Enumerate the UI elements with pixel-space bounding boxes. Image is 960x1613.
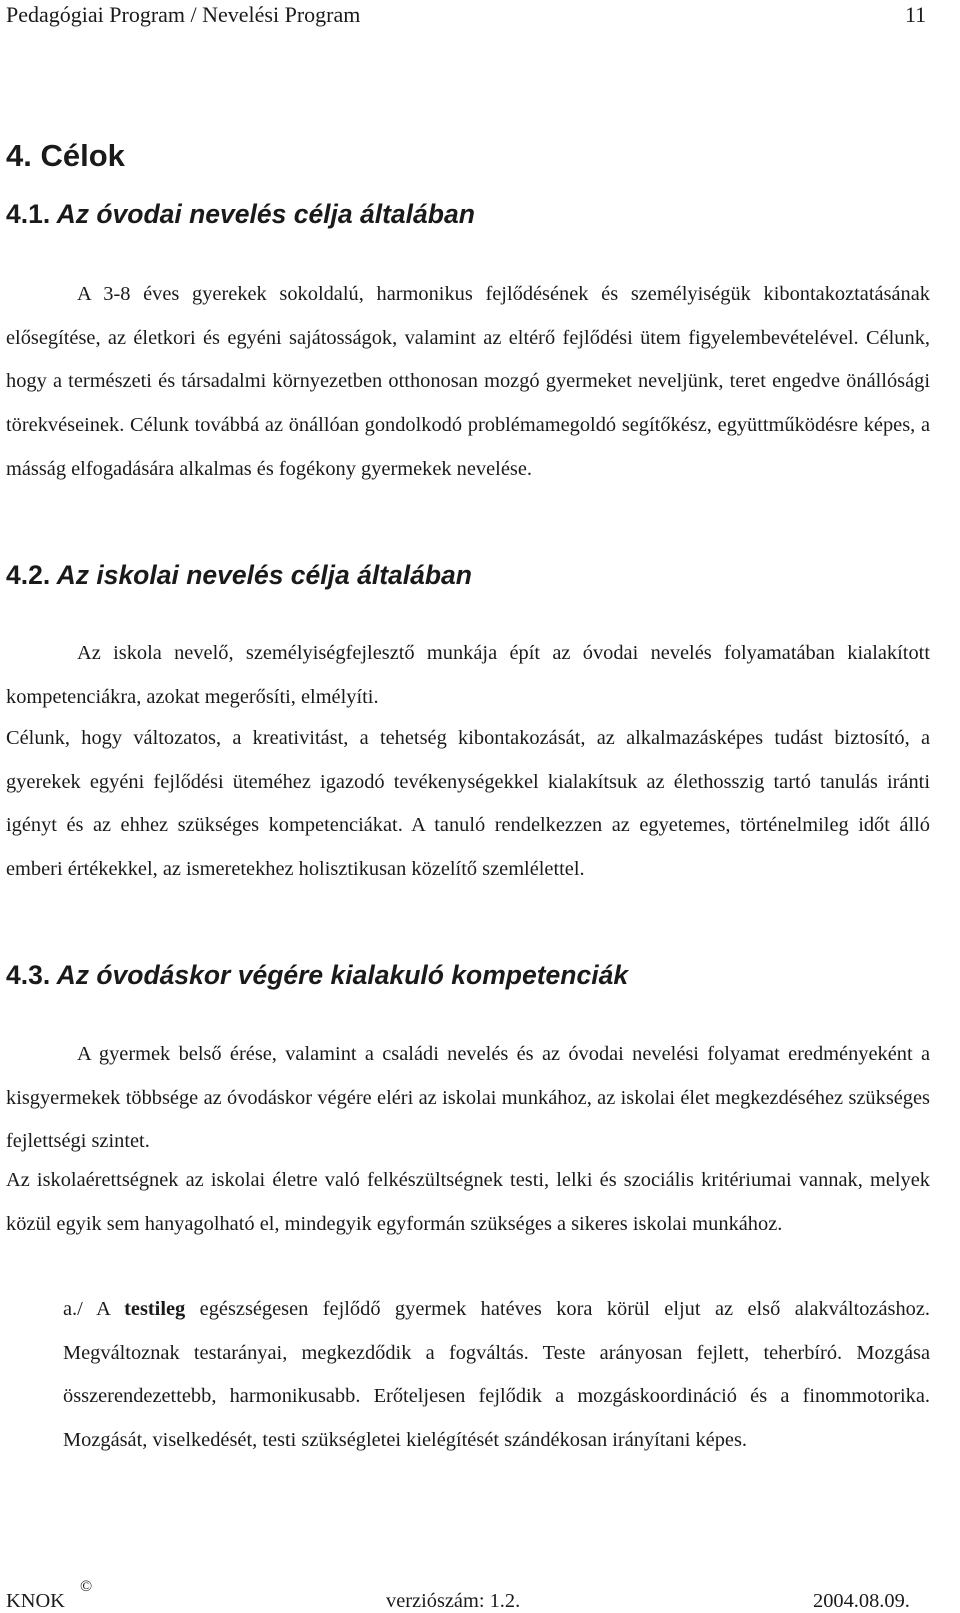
section-paragraph: Célunk, hogy változatos, a kreativitást, a tehetség kibontakozását, az alkalmazásképes tudást biztosító, a gyerekek egyéni fejlődési üteméhez igazodó tevékenységekkel kialakítsuk az élethosszig tartó tanulás iránti igényt és az ehhez szükséges kompetenciákat. A tanuló rendelkezzen az egyetemes, történelmileg időt álló emberi értékekkel, az ismeretekhez holisztikusan közelítő szemlélettel.: [6, 727, 930, 881]
section-number: 4.3.: [6, 960, 51, 990]
list-item-prefix: a./ A: [63, 1298, 125, 1320]
section-paragraph: A gyermek belső érése, valamint a családi nevelés és az óvodai nevelési folyamat eredményeként a kisgyermekek többsége az óvodáskor végére eléri az iskolai munkához, az iskolai élet megkezdéséhez szükséges fejlettségi szintet.: [6, 1043, 930, 1153]
list-item-keyword: testileg: [124, 1298, 186, 1320]
page-number: 11: [905, 2, 927, 27]
list-item-text: egészségesen fejlődő gyermek hatéves kora körül eljut az első alakváltozáshoz. Megváltoznak testarányai, megkezdődik a fogváltás. Teste arányosan fejlett, teherbíró. Mozgása összerendezettebb, harmonikusabb. Erőteljesen fejlődik a mozgáskoordináció és a finommotorika. Mozgását, viselkedését, testi szükségletei kielégítését szándékosan irányítani képes.: [63, 1298, 930, 1452]
section-heading-text: Az iskolai nevelés célja általában: [56, 560, 472, 590]
list-item-physical-readiness: [63, 1288, 930, 1463]
page-footer: [0, 1578, 960, 1613]
copyright-icon: ©: [80, 1578, 93, 1595]
section-heading-text: Az óvodáskor végére kialakuló kompetenciák: [56, 960, 629, 990]
running-header-title: Pedagógiai Program / Nevelési Program: [6, 2, 361, 27]
section-heading-4-3: [6, 959, 628, 991]
section-heading-text: Az óvodai nevelés célja általában: [56, 199, 475, 229]
section-paragraph: A 3-8 éves gyerekek sokoldalú, harmonikus fejlődésének és személyiségük kibontakoztatásának elősegítése, az életkori és egyéni sajátosságok, valamint az eltérő fejlődési ütem figyelembevételével. Célunk, hogy a természeti és társadalmi környezetben otthonosan mozgó gyermeket neveljünk, teret engedve önállósági törekvéseinek. Célunk továbbá az önállóan gondolkodó problémamegoldó segítőkész, együttműködésre képes, a másság elfogadására alkalmas és fogékony gyermekek nevelése.: [6, 283, 930, 480]
chapter-title: 4. Célok: [6, 138, 125, 173]
section-paragraph: Az iskolaérettségnek az iskolai életre való felkészültségnek testi, lelki és szociális kritériumai vannak, melyek közül egyik sem hanyagolható el, mindegyik egyformán szükséges a sikeres iskolai munkához.: [6, 1169, 930, 1235]
footer-version: verziószám: 1.2.: [386, 1590, 521, 1612]
section-paragraph: Az iskola nevelő, személyiségfejlesztő munkája épít az óvodai nevelés folyamatában kialakított kompetenciákra, azokat megerősíti, elmélyíti.: [6, 642, 930, 708]
section-heading-4-1: [6, 198, 475, 230]
section-heading-4-2: [6, 559, 472, 591]
footer-date: 2004.08.09.: [813, 1590, 910, 1612]
footer-org: KNOK: [6, 1590, 65, 1612]
section-number: 4.1.: [6, 199, 51, 229]
section-number: 4.2.: [6, 560, 51, 590]
